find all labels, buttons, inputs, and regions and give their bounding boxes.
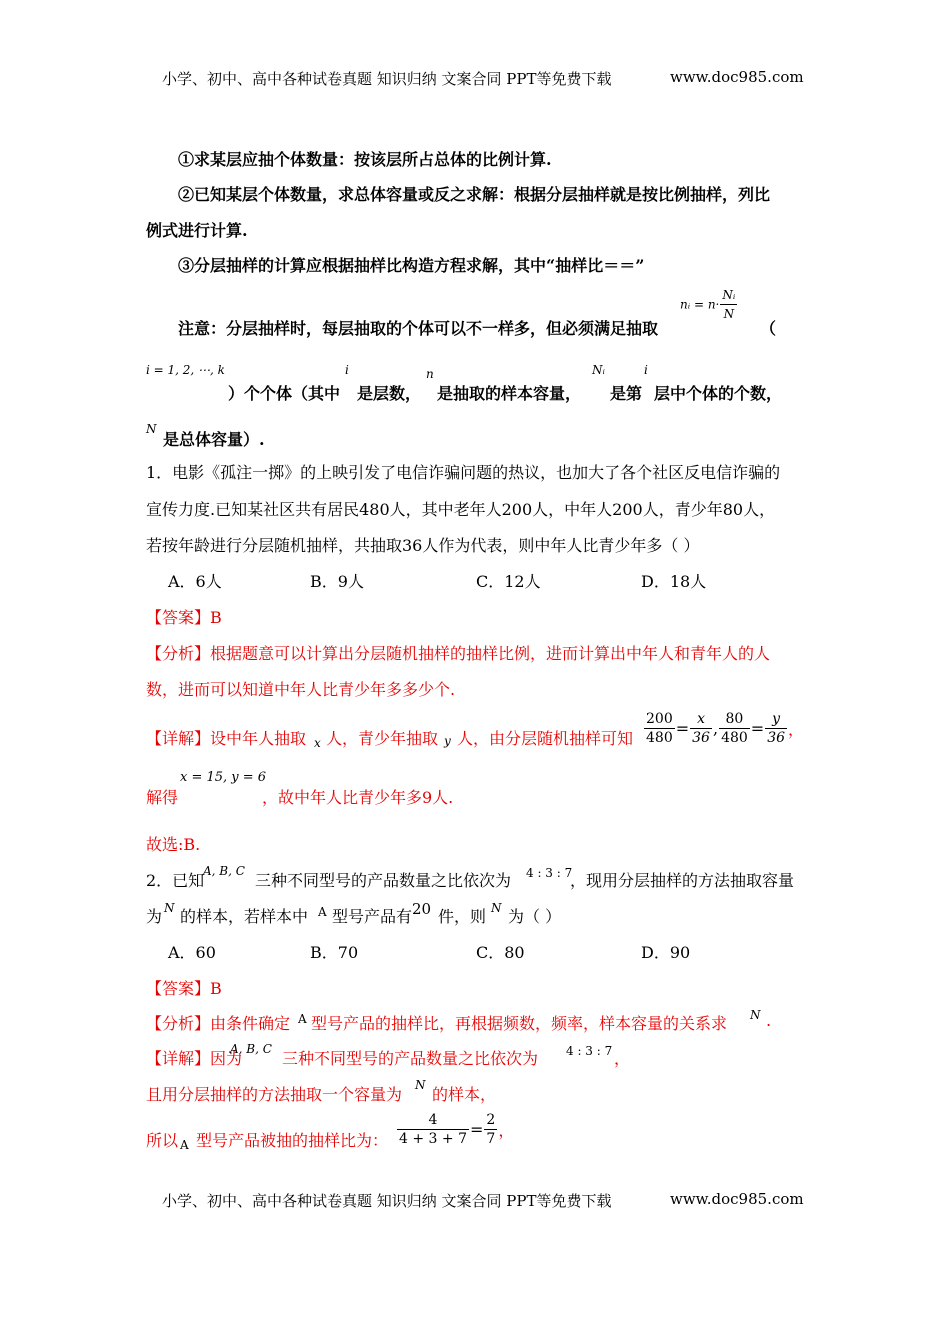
note-formula [680,286,738,323]
q1-line-2: 宣传力度.已知某社区共有居民480人，其中老年人200人，中年人200人，青少年80人， [146,500,776,519]
q2-line-2d: 件，则 [438,907,487,926]
q1-frac-2-num: x [690,710,712,729]
q2-last-b: 型号产品被抽的抽样比为： [196,1131,389,1150]
q1-detail-a: 【详解】设中年人抽取 [146,729,307,748]
q1-frac-4 [765,710,787,747]
footer-text: 小学、初中、高中各种试卷真题 知识归纳 文案合同 PPT等免费下载 [162,1192,612,1210]
q2-next-b: 的样本， [432,1085,497,1104]
q2-detail-ratio: 4 : 3 : 7 [566,1044,613,1058]
q2-analysis-A: A [298,1012,307,1026]
q2-last-a: 所以 [146,1131,179,1150]
q1-analysis-b: 数，进而可以知道中年人比青少年多多少个. [146,680,456,699]
q2-last-frac-1-den: 4 + 3 + 7 [399,1131,467,1147]
q2-option-b: B．70 [310,943,359,962]
intro-p3: ③分层抽样的计算应根据抽样比构造方程求解，其中“抽样比＝＝” [178,256,645,275]
q1-frac-1-num: 200 [646,711,673,727]
q2-line-1c: ，现用分层抽样的方法抽取容量 [570,871,795,890]
note-b-2: 是层数， [357,384,422,403]
q1-frac-2-den: 36 [692,730,710,746]
q1-frac-3-num: 80 [719,710,750,729]
q1-frac-1 [644,710,675,747]
q1-detail-c: 人，由分层随机抽样可知 [457,729,634,748]
q1-answer: 【答案】B [146,608,222,627]
q2-line-2b: 的样本，若样本中 [180,907,309,926]
q2-N: N [164,901,175,915]
q1-detail-x: x [314,736,321,750]
q2-num20: 20 [412,900,432,918]
q2-detail-c: ， [614,1049,631,1068]
q1-analysis-a: 【分析】根据题意可以计算出分层随机抽样的抽样比例，进而计算出中年人和青年人的人 [146,644,771,663]
q2-abc: A, B, C [203,864,245,878]
q2-option-d: D．90 [641,943,691,962]
q2-last-c: ， [498,1121,515,1140]
q1-frac-3 [719,710,750,747]
q1-solution-formula: x = 15, y = 6 [180,770,267,785]
q1-option-c: C．12人 [476,572,541,591]
q2-next-a: 且用分层抽样的方法抽取一个容量为 [146,1085,403,1104]
q2-detail-b: 三种不同型号的产品数量之比依次为 [282,1049,539,1068]
q1-frac-1-den: 480 [646,730,673,746]
q2-last-frac-2-num: 2 [486,1112,496,1128]
q1-detail-y: y [444,734,451,748]
q2-A: A [318,905,327,919]
q2-analysis-c: . [766,1011,772,1030]
q1-frac-4-num: y [765,710,787,729]
q2-analysis-N: N [750,1008,761,1022]
note-b-i2: i [644,363,648,377]
q2-next-N: N [415,1078,426,1092]
q1-option-b: B．9人 [310,572,364,591]
note-b-3: 是抽取的样本容量， [437,384,582,403]
q2-N2: N [491,901,502,915]
q1-solution-b: ，故中年人比青少年多9人. [262,788,454,807]
q2-ratio: 4 : 3 : 7 [526,866,573,880]
q1-solution-a: 解得 [146,788,179,807]
q2-detail-abc: A, B, C [230,1042,272,1056]
note-b-i: i [345,363,349,377]
q2-line-2a: 为 [146,907,163,926]
q2-answer: 【答案】B [146,979,222,998]
header-site: www.doc985.com [670,68,804,86]
note-b-Ni: Nᵢ [592,363,605,377]
note-formula-frac [720,286,737,323]
q2-detail-a: 【详解】因为 [146,1049,243,1068]
note-paren: （ [760,319,777,338]
q2-line-1b: 三种不同型号的产品数量之比依次为 [255,871,512,890]
intro-p1: ①求某层应抽个体数量：按该层所占总体的比例计算. [178,150,552,169]
q2-analysis-b: 型号产品的抽样比，再根据频数，频率，样本容量的关系求 [311,1014,728,1033]
header-text: 小学、初中、高中各种试卷真题 知识归纳 文案合同 PPT等免费下载 [162,70,612,88]
note-b-4: 是第 [610,384,643,403]
q2-last-frac-2 [484,1111,497,1148]
note-formula-lhs: nᵢ = n· [680,297,720,312]
note-c-N: N [146,422,157,436]
q1-option-a: A．6人 [168,572,222,591]
note-formula-num: Nᵢ [720,286,737,305]
note-index-formula: i = 1, 2, ⋯, k [146,363,225,377]
q1-line-1: 1．电影《孤注一掷》的上映引发了电信诈骗问题的热议，也加大了各个社区反电信诈骗的 [146,463,781,482]
q1-option-d: D．18人 [641,572,707,591]
q2-line-2e: 为（ ） [508,907,562,926]
q2-analysis-a: 【分析】由条件确定 [146,1014,291,1033]
q1-frac-2 [690,710,712,747]
page-footer [162,1190,802,1211]
page-header [162,68,802,89]
note-b-5: 层中个体的个数， [654,384,783,403]
q2-line-2c: 型号产品有 [332,907,413,926]
q2-last-A: A [180,1138,189,1152]
q1-ratio-formula: $\frac{200}{480}$ = $\frac{x}{36}$ , $\frac{80}{480}$ = $\frac{y}{36}$ ， [646,711,805,746]
q2-option-a: A．60 [168,943,216,962]
q1-frac-4-den: 36 [767,730,786,746]
intro-p2b: 例式进行计算. [146,221,248,240]
footer-site: www.doc985.com [670,1190,804,1208]
q1-detail-b: 人，青少年抽取 [326,729,439,748]
note-b-1: ）个个体（其中 [228,384,341,403]
q2-line-1a: 2．已知 [146,871,205,890]
note-b-n: n [426,367,434,381]
q1-frac-3-den: 480 [721,730,748,746]
q2-last-frac-1 [397,1111,469,1148]
note-line-a: 注意：分层抽样时，每层抽取的个体可以不一样多，但必须满足抽取 [178,319,659,338]
intro-p2a: ②已知某层个体数量，求总体容量或反之求解：根据分层抽样就是按比例抽样，列比 [178,185,771,204]
q2-last-frac-2-den: 7 [486,1131,496,1147]
q1-line-3: 若按年龄进行分层随机抽样，共抽取36人作为代表，则中年人比青少年多（ ） [146,536,700,555]
q1-choose: 故选:B. [146,835,201,854]
note-c: 是总体容量）. [163,430,265,449]
q2-last-frac-1-num: 4 [397,1111,469,1130]
q2-option-c: C．80 [476,943,525,962]
note-formula-den: N [723,307,735,321]
q2-last-formula [396,1111,514,1148]
q2-last-eq: = [469,1120,484,1139]
